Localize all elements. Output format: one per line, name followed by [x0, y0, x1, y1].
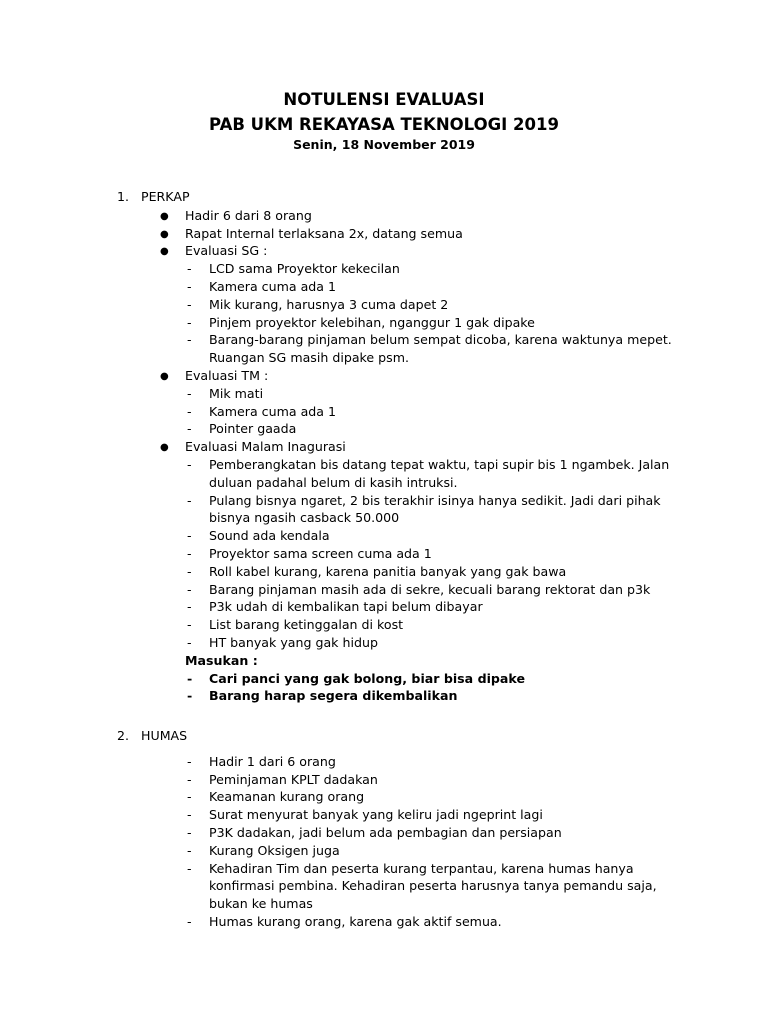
list-item-text: Pointer gaada [209, 421, 297, 437]
dash-marker: - [187, 492, 192, 508]
dash-marker: - [187, 581, 192, 597]
bullet-marker: ● [160, 371, 169, 382]
bullet-marker: ● [160, 210, 169, 222]
bullet-item: Rapat Internal terlaksana 2x, datang semua [185, 225, 463, 241]
dash-marker: - [187, 403, 192, 419]
dash-marker: - [187, 599, 192, 615]
dash-marker: - [187, 332, 192, 348]
section-number: 2. [117, 728, 130, 743]
list-item-text: Ruangan SG masih dipake psm. [209, 350, 409, 366]
dash-marker: - [187, 842, 192, 858]
list-item-text: Humas kurang orang, karena gak aktif semua. [209, 914, 502, 929]
list-item-text: LCD sama Proyektor kekecilan [209, 261, 400, 277]
list-item-text: Barang pinjaman masih ada di sekre, kecuali barang rektorat dan p3k [209, 581, 651, 597]
list-item-text: Kehadiran Tim dan peserta kurang terpantau, karena humas hanya [209, 860, 634, 876]
bullet-marker: ● [160, 228, 169, 240]
section-number: 1. [117, 189, 130, 204]
list-item-text: konfirmasi pembina. Kehadiran peserta harusnya tanya pemandu saja, [209, 878, 657, 894]
list-item-text: Mik kurang, harusnya 3 cuma dapet 2 [209, 296, 449, 312]
list-item-text: Pulang bisnya ngaret, 2 bis terakhir isinya hanya sedikit. Jadi dari pihak [209, 492, 661, 508]
section-title: HUMAS [141, 728, 188, 743]
dash-marker: - [187, 753, 192, 769]
dash-marker: - [187, 825, 192, 840]
masukan-label: Masukan : [185, 652, 258, 668]
dash-marker: - [187, 860, 192, 876]
list-item-text: Proyektor sama screen cuma ada 1 [209, 546, 432, 561]
dash-marker: - [187, 296, 192, 312]
list-item-text: Kamera cuma ada 1 [209, 279, 337, 294]
list-item-text: duluan padahal belum di kasih intruksi. [209, 474, 458, 490]
list-item-text: Kurang Oksigen juga [209, 842, 340, 858]
dash-marker: - [187, 617, 192, 633]
list-item-text: bisnya ngasih casback 50.000 [209, 510, 400, 526]
list-item-text: Barang-barang pinjaman belum sempat dicoba, karena waktunya mepet. [209, 332, 672, 348]
list-item-text: Pemberangkatan bis datang tepat waktu, tapi supir bis 1 ngambek. Jalan [209, 457, 670, 472]
dash-marker: - [187, 789, 192, 805]
list-item-text: Barang harap segera dikembalikan [209, 688, 458, 704]
list-item-text: Roll kabel kurang, karena panitia banyak yang gak bawa [209, 563, 567, 579]
dash-marker: - [187, 670, 193, 686]
list-item-text: P3k udah di kembalikan tapi belum dibayar [209, 599, 483, 615]
bullet-item: Evaluasi SG : [185, 243, 268, 259]
doc-date: Senin, 18 November 2019 [293, 137, 475, 152]
list-item-text: HT banyak yang gak hidup [209, 635, 378, 650]
list-item-text: bukan ke humas [209, 896, 313, 912]
dash-marker: - [187, 807, 192, 823]
bullet-item: Evaluasi TM : [185, 368, 269, 383]
list-item-text: Hadir 1 dari 6 orang [209, 753, 336, 769]
list-item-text: Mik mati [209, 385, 264, 401]
bullet-item: Evaluasi Malam Inagurasi [185, 439, 346, 455]
bullet-marker: ● [160, 246, 169, 258]
section-title: PERKAP [141, 189, 190, 204]
list-item-text: Kamera cuma ada 1 [209, 403, 337, 419]
dash-marker: - [187, 914, 192, 929]
dash-marker: - [187, 421, 192, 437]
doc-title-line-1: NOTULENSI EVALUASI [283, 90, 485, 109]
list-item-text: Surat menyurat banyak yang keliru jadi ngeprint lagi [209, 807, 543, 823]
dash-marker: - [187, 771, 192, 787]
dash-marker: - [187, 563, 192, 579]
dash-marker: - [187, 314, 192, 330]
dash-marker: - [187, 457, 192, 472]
list-item-text: Keamanan kurang orang [209, 789, 365, 805]
list-item-text: Peminjaman KPLT dadakan [209, 771, 378, 787]
dash-marker: - [187, 385, 192, 401]
dash-marker: - [187, 261, 192, 277]
dash-marker: - [187, 688, 193, 704]
bullet-marker: ● [160, 442, 169, 454]
list-item-text: P3K dadakan, jadi belum ada pembagian dan persiapan [209, 825, 562, 840]
dash-marker: - [187, 279, 192, 294]
list-item-text: Sound ada kendala [209, 528, 330, 544]
list-item-text: Pinjem proyektor kelebihan, nganggur 1 gak dipake [209, 314, 535, 330]
dash-marker: - [187, 635, 192, 650]
dash-marker: - [187, 546, 192, 561]
list-item-text: List barang ketinggalan di kost [209, 617, 404, 633]
doc-title-line-2: PAB UKM REKAYASA TEKNOLOGI 2019 [209, 115, 559, 134]
list-item-text: Cari panci yang gak bolong, biar bisa dipake [209, 670, 525, 686]
bullet-item: Hadir 6 dari 8 orang [185, 207, 312, 223]
dash-marker: - [187, 528, 192, 544]
